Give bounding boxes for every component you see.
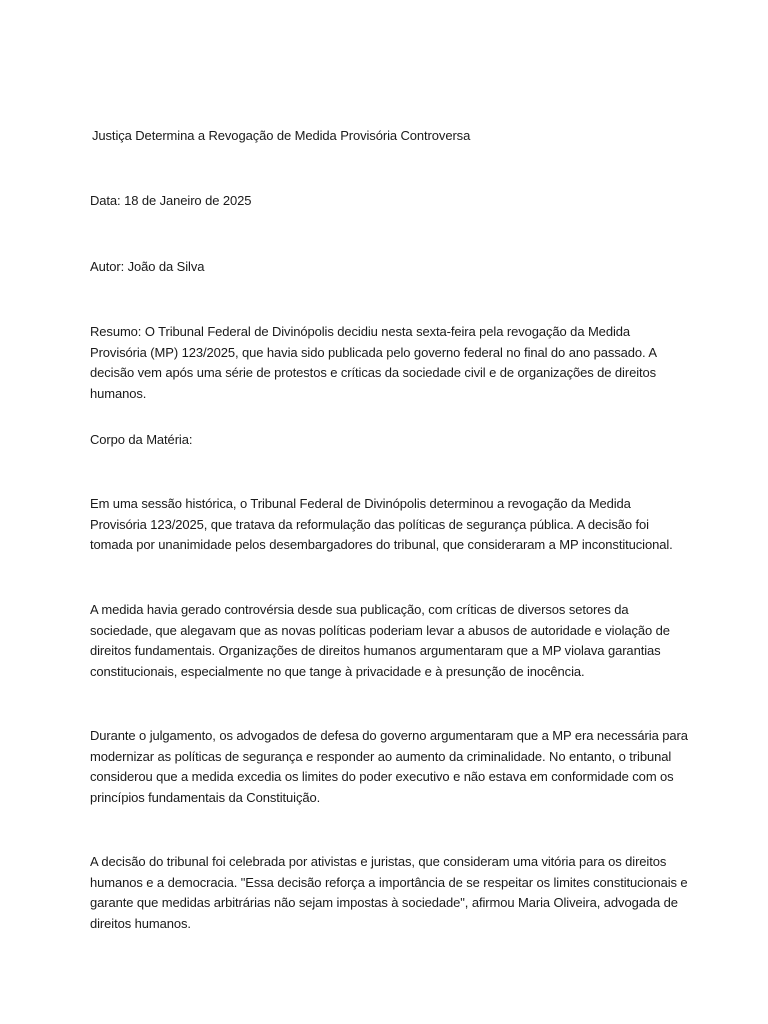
body-paragraph: Durante o julgamento, os advogados de defesa do governo argumentaram que a MP era necessária para modernizar as políticas de segurança e responder ao aumento da criminalidade. No entanto, o tribunal considerou que a medida excedia os limites do poder executivo e não estava em conformidade com os princípios fundamentais da Constituição. (90, 728, 688, 805)
body-paragraph: A medida havia gerado controvérsia desde sua publicação, com críticas de diversos setores da sociedade, que alegavam que as novas políticas poderiam levar a abusos de autoridade e violação de direitos fundamentais. Organizações de direitos humanos argumentaram que a MP violava garantias constitucionais, especialmente no que tange à privacidade e à presunção de inocência. (90, 602, 670, 679)
article-author: Autor: João da Silva (90, 259, 205, 274)
body-paragraph: A decisão do tribunal foi celebrada por ativistas e juristas, que consideram uma vitória para os direitos humanos e a democracia. "Essa decisão reforça a importância de se respeitar os limites constitucionais e garante que medidas arbitrárias não sejam impostas à sociedade", afirmou Maria Oliveira, advogada de direitos humanos. (90, 854, 688, 931)
article-title: Justiça Determina a Revogação de Medida Provisória Controversa (92, 128, 471, 143)
article-summary: Resumo: O Tribunal Federal de Divinópolis decidiu nesta sexta-feira pela revogação da Medida Provisória (MP) 123/2025, que havia sido publicada pelo governo federal no final do ano passado. A decisão vem após uma série de protestos e críticas da sociedade civil e de organizações de direitos humanos. (90, 324, 657, 401)
article-date: Data: 18 de Janeiro de 2025 (90, 193, 252, 208)
body-heading: Corpo da Matéria: (90, 432, 193, 447)
body-paragraph: Em uma sessão histórica, o Tribunal Federal de Divinópolis determinou a revogação da Medida Provisória 123/2025, que tratava da reformulação das políticas de segurança pública. A decisão foi tomada por unanimidade pelos desembargadores do tribunal, que consideraram a MP inconstitucional. (90, 496, 673, 552)
